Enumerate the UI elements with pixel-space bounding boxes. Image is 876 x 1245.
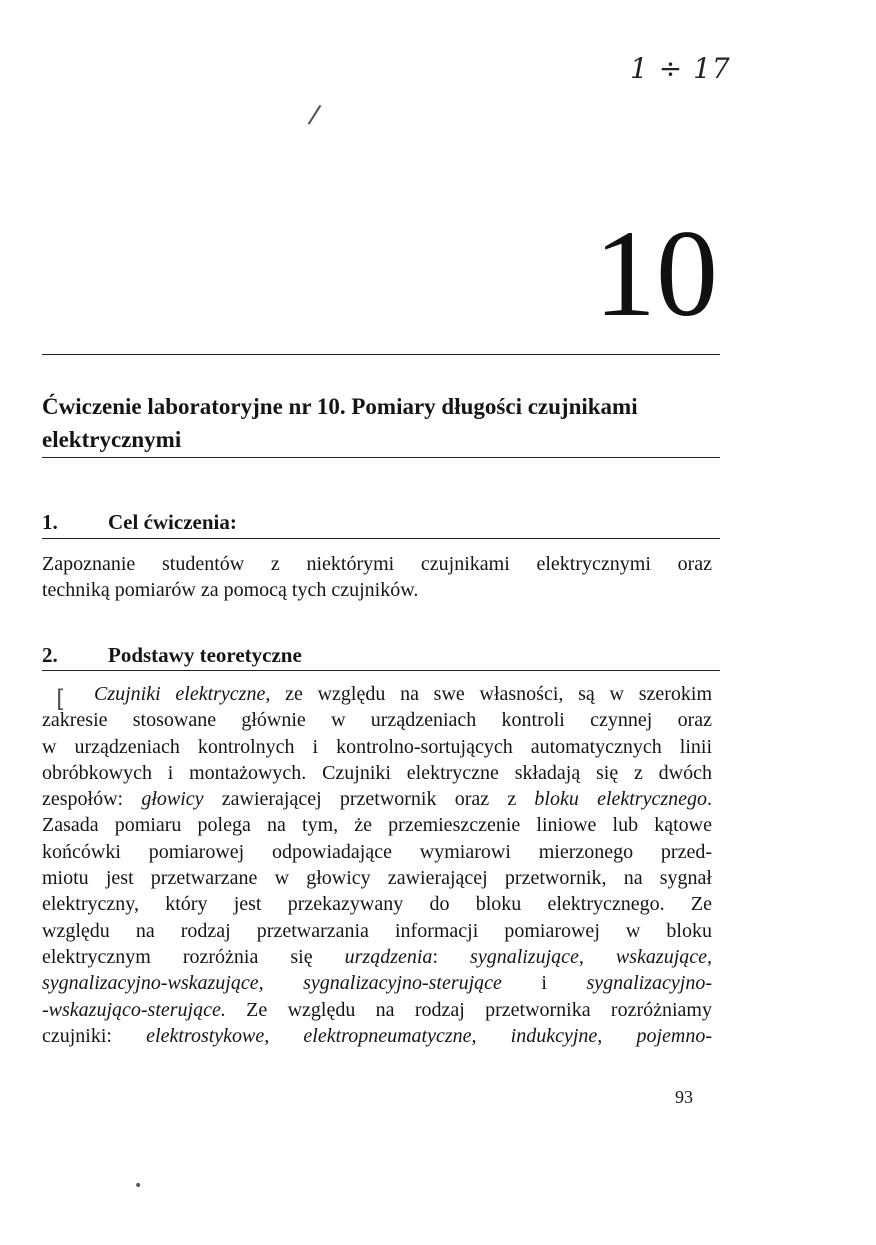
section-2-body (42, 683, 712, 1051)
page-number: 93 (675, 1087, 693, 1107)
title-underline (42, 457, 720, 458)
text-line: Zasada pomiaru polega na tym, że przemieszczenie liniowe lub kątowe (42, 814, 712, 837)
scan-speck-mark: • (134, 1178, 143, 1194)
section-1-body (42, 553, 712, 605)
text-line: w urządzeniach kontrolnych i kontrolno-sortujących automatycznych linii (42, 735, 712, 758)
text-line: -wskazująco-sterujące. Ze względu na rodzaj przetwornika rozróżniamy (42, 998, 712, 1021)
text-line: zespołów: głowicy zawierającej przetwornik oraz z bloku elektrycznego. (42, 788, 713, 811)
section-title: Cel ćwiczenia: (108, 510, 237, 534)
section-1-underline (42, 538, 720, 539)
text-line: Czujniki elektryczne, ze względu na swe własności, są w szerokim (94, 683, 712, 705)
text-line: sygnalizacyjno-wskazujące, sygnalizacyjno-sterujące i sygnalizacyjno- (42, 972, 712, 995)
text-line: miotu jest przetwarzane w głowicy zawierającej przetwornik, na sygnał (42, 867, 712, 890)
exercise-title: Ćwiczenie laboratoryjne nr 10. Pomiary długości czujnikami elektrycznymi (42, 394, 638, 452)
text-line: Zapoznanie studentów z niektórymi czujnikami elektrycznymi oraz (42, 553, 712, 575)
section-2-heading (42, 643, 302, 668)
chapter-divider (42, 354, 720, 355)
chapter-number: 10 (594, 205, 718, 342)
text-line: końcówki pomiarowej odpowiadające wymiarowi mierzonego przed- (42, 840, 712, 863)
section-number: 1. (42, 510, 58, 534)
text-line: elektrycznym rozróżnia się urządzenia: sygnalizujące, wskazujące, (42, 945, 713, 968)
text-line: czujniki: elektrostykowe, elektropneumatyczne, indukcyjne, pojemno- (42, 1024, 712, 1047)
section-1-heading (42, 510, 237, 535)
text-line: zakresie stosowane głównie w urządzeniach kontroli czynnej oraz (42, 709, 712, 732)
text-line: względu na rodzaj przetwarzania informacji pomiarowej w bloku (42, 919, 712, 942)
section-2-underline (42, 670, 720, 671)
section-title: Podstawy teoretyczne (108, 643, 302, 667)
section-number: 2. (42, 643, 58, 667)
handwritten-page-range: 1 ÷ 17 (630, 52, 731, 85)
text-line: elektryczny, który jest przekazywany do bloku elektrycznego. Ze (42, 893, 712, 916)
text-line: obróbkowych i montażowych. Czujniki elektryczne składają się z dwóch (42, 761, 712, 784)
text-line: techniką pomiarów za pomocą tych czujników. (42, 579, 419, 601)
pencil-bracket-mark: [ (56, 685, 66, 713)
pencil-stroke-mark: / (306, 99, 323, 131)
